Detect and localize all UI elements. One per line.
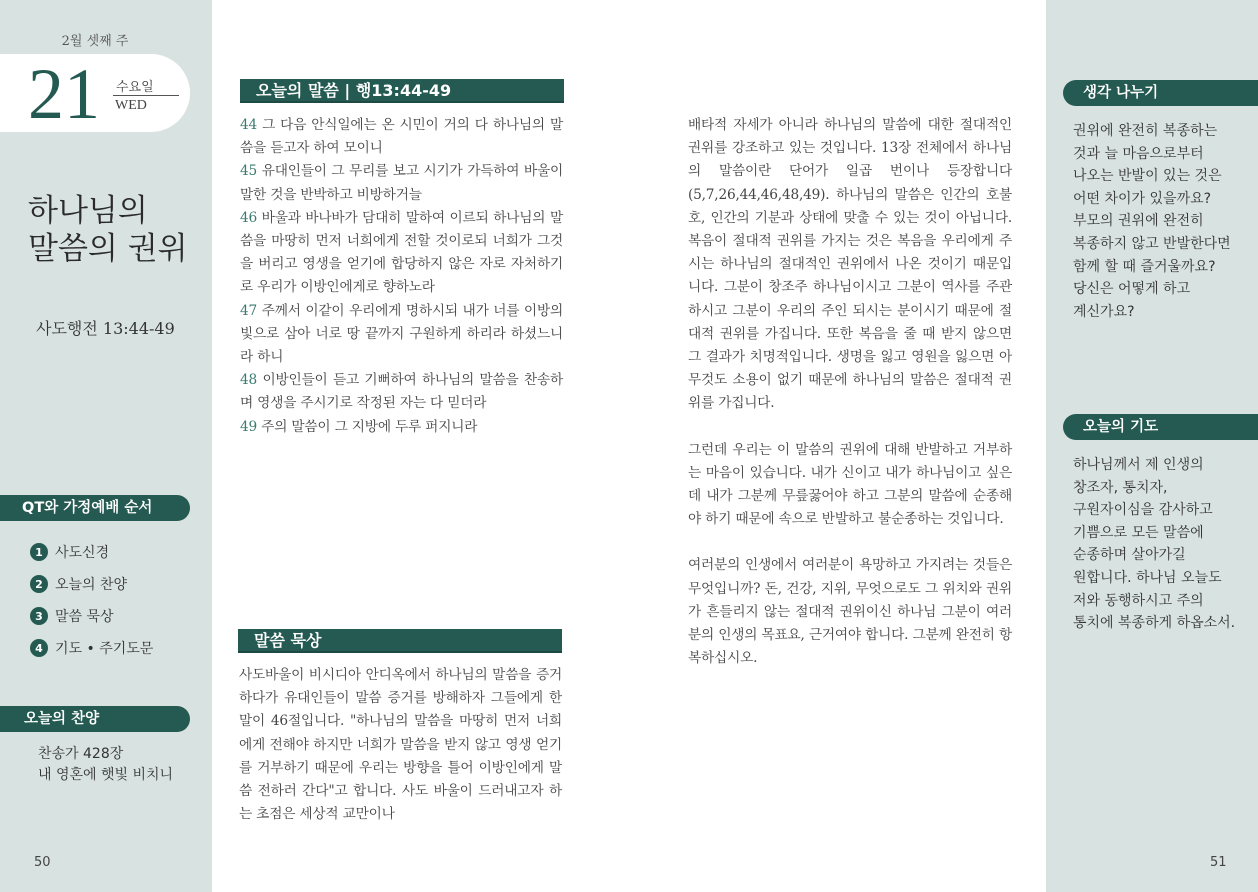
- prayer-line: 구원자이심을 감사하고: [1073, 502, 1213, 519]
- meditation-text-col2: [688, 114, 1012, 670]
- prayer-line: 저와 동행하시고 주의: [1073, 592, 1204, 609]
- verse-text: 주의 말씀이 그 지방에 두루 퍼지니라: [257, 418, 478, 435]
- verse-text: 그 다음 안식일에는 온 시민이 거의 다 하나님의 말씀을 듣고자 하여 모이니: [240, 117, 563, 157]
- think-line: 나오는 반발이 있는 것은: [1073, 168, 1222, 185]
- verse-number: 47: [240, 302, 258, 319]
- verse-number: 46: [240, 209, 258, 226]
- prayer-text: [1073, 454, 1248, 635]
- order-label: 말씀 묵상: [55, 609, 114, 625]
- order-label: 오늘의 찬양: [55, 577, 128, 593]
- verse-text: 이방인들이 듣고 기뻐하여 하나님의 말씀을 찬송하며 영생을 주시기로 작정된 자는 다 믿더라: [240, 372, 563, 412]
- meditation-paragraph: 그런데 우리는 이 말씀의 권위에 대해 반발하고 거부하는 마음이 있습니다. 내가 신이고 내가 하나님이고 싶은데 내가 그분께 무릎꿇어야 하고 그분의 말씀에 순종해야 하기 때문에 속으로 반발하고 불순종하는 것입니다.: [688, 441, 1012, 528]
- prayer-line: 기쁨으로 모든 말씀에: [1073, 524, 1204, 541]
- day-divider: [113, 95, 179, 96]
- todays-word-header: 오늘의 말씀 | 행13:44-49: [240, 79, 564, 103]
- title-line: 하나님의: [28, 193, 148, 229]
- order-number-badge: 2: [30, 575, 48, 593]
- think-text: [1073, 120, 1248, 323]
- verse-number: 49: [240, 418, 258, 435]
- week-label: 2월 셋째 주: [61, 34, 129, 49]
- order-label: 사도신경: [55, 545, 110, 561]
- prayer-line: 창조자, 통치자,: [1073, 479, 1168, 496]
- order-item: [30, 542, 109, 562]
- meditation-paragraph: 여러분의 인생에서 여러분이 욕망하고 가지려는 것들은 무엇입니까? 돈, 건강, 지위, 무엇으로도 그 위치와 권위가 흔들리지 않는 절대적 권위이신 하나님 그분이 여러분의 인생의 목표요, 근거여야 합니다. 그분께 완전히 항복하십시오.: [688, 557, 1012, 667]
- think-line: 어떤 차이가 있을까요?: [1073, 190, 1212, 207]
- order-item: [30, 574, 127, 594]
- order-item: [30, 638, 153, 658]
- page-title: [28, 192, 208, 268]
- think-line: 권위에 완전히 복종하는: [1073, 123, 1218, 139]
- meditation-paragraph: 배타적 자세가 아니라 하나님의 말씀에 대한 절대적인 권위를 강조하고 있는 것입니다. 13장 전체에서 하나님의 말씀이란 단어가 일곱 번이나 등장합니다(5,7,26,44,46,48,49). 하나님의 말씀은 인간의 호불호, 인간의 기분과 상태에 맞출 수 있는 것이 아닙니다. 복음이 절대적 권위를 가지는 것은 복음을 우리에게 주시는 하나님의 절대적인 권위에서 나온 것이기 때문입니다. 그분이 창조주 하나님이시고 그분이 역사를 주관하시고 그분이 우리의 주인 되시는 분이시기 때문에 절대적 권위를 가집니다. 또한 복음을 줄 때 받지 않으면 그 결과가 치명적입니다. 생명을 잃고 영원을 잃으면 아무것도 소용이 없기 때문에 하나님의 말씀은 절대적 권위를 가집니다.: [688, 117, 1012, 412]
- order-label: 기도 • 주기도문: [55, 641, 154, 657]
- hymn-header: 오늘의 찬양: [0, 706, 190, 732]
- verses-text: [240, 114, 563, 439]
- think-line: 복종하지 않고 반발한다면: [1073, 235, 1231, 252]
- verse-number: 48: [240, 372, 258, 389]
- verse-number: 45: [240, 163, 258, 180]
- prayer-header: 오늘의 기도: [1063, 414, 1258, 440]
- think-line: 함께 할 때 즐거울까요?: [1073, 258, 1216, 275]
- title-line: 말씀의 권위: [28, 231, 188, 267]
- order-number-badge: 4: [30, 639, 48, 657]
- page-number-left: 50: [34, 855, 51, 870]
- hymn-title: 내 영혼에 햇빛 비치니: [38, 767, 174, 783]
- think-header: 생각 나누기: [1063, 80, 1258, 106]
- hymn-number: 찬송가 428장: [38, 746, 124, 762]
- think-line: 당신은 어떻게 하고: [1073, 281, 1191, 298]
- meditation-text-col1: 사도바울이 비시디아 안디옥에서 하나님의 말씀을 증거하다가 유대인들이 말씀 증거를 방해하자 그들에게 한 말이 46절입니다. "하나님의 말씀을 마땅히 먼저 너희에게 전해야 하지만 너희가 말씀을 받지 않고 영생 얻기를 거부하기 때문에 우리는 방향을 틀어 이방인에게 말씀 전하러 간다"고 합니다. 사도 바울이 드러내고자 하는 초점은 세상적 교만이나: [239, 667, 562, 823]
- hymn-info: [38, 744, 173, 786]
- think-line: 계신가요?: [1073, 303, 1135, 320]
- prayer-line: 통치에 복종하게 하옵소서.: [1073, 615, 1236, 632]
- date-number: 21: [28, 54, 100, 134]
- prayer-line: 순종하며 살아가길: [1073, 547, 1186, 564]
- meditation-header: 말씀 묵상: [238, 629, 562, 653]
- page-number-right: 51: [1210, 855, 1227, 870]
- verse-text: 바울과 바나바가 담대히 말하여 이르되 하나님의 말씀을 마땅히 먼저 너희에게 전할 것이로되 너희가 그것을 버리고 영생을 얻기에 합당하지 않은 자로 자처하기로 우리가 이방인에게로 향하노라: [240, 209, 563, 296]
- verse-text: 주께서 이같이 우리에게 명하시되 내가 너를 이방의 빛으로 삼아 너로 땅 끝까지 구원하게 하리라 하셨느니라 하니: [240, 302, 563, 366]
- prayer-line: 원합니다. 하나님 오늘도: [1073, 569, 1222, 586]
- scripture-reference: 사도행전 13:44-49: [36, 319, 175, 338]
- order-number-badge: 3: [30, 607, 48, 625]
- day-korean: 수요일: [116, 80, 154, 95]
- prayer-line: 하나님께서 제 인생의: [1073, 457, 1204, 473]
- think-line: 부모의 권위에 완전히: [1073, 213, 1204, 230]
- think-line: 것과 늘 마음으로부터: [1073, 145, 1204, 162]
- day-english: WED: [115, 98, 147, 113]
- order-number-badge: 1: [30, 543, 48, 561]
- verse-text: 유대인들이 그 무리를 보고 시기가 가득하여 바울이 말한 것을 반박하고 비방하거늘: [240, 163, 563, 203]
- qt-order-header: QT와 가정예배 순서: [0, 495, 190, 521]
- order-item: [30, 606, 114, 626]
- verse-number: 44: [240, 117, 258, 133]
